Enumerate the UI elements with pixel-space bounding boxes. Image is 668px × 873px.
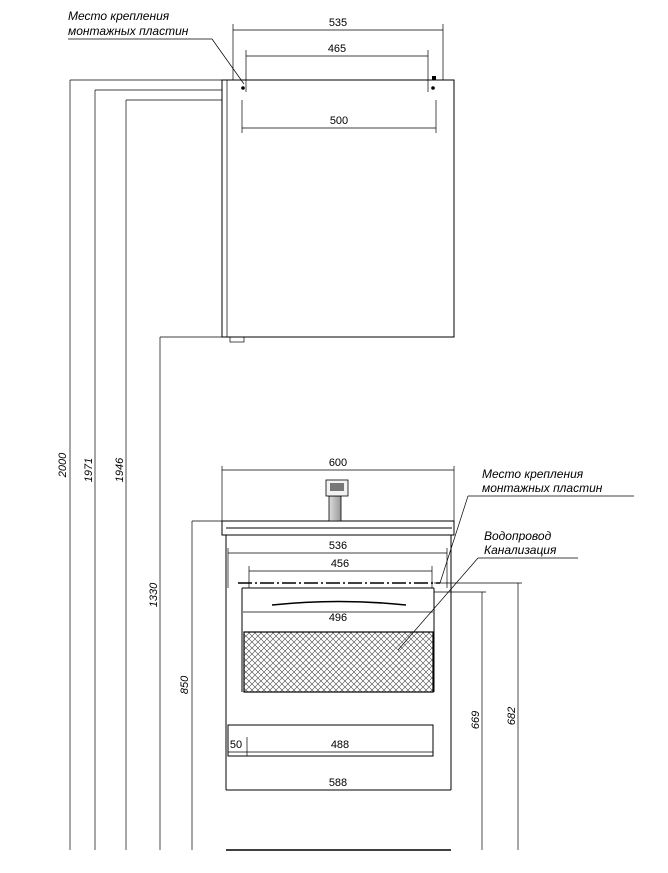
mount-note-bottom-line2: монтажных пластин: [482, 481, 603, 495]
dim-drawer-496: [243, 612, 433, 624]
dim-height-1946-label: 1946: [114, 457, 126, 483]
dim-plinth-488-label: 488: [330, 739, 350, 751]
dim-height-1971: [83, 90, 222, 850]
dim-height-2000-label: 2000: [57, 452, 69, 478]
drawer-panel: [244, 632, 433, 692]
dim-height-682-label: 682: [506, 706, 518, 726]
dim-drawer-496-label: 496: [328, 612, 348, 624]
dim-base-588-label: 588: [328, 777, 348, 789]
vanity-cabinet: [226, 535, 451, 850]
dim-mirror-500-label: 500: [329, 115, 349, 127]
dim-mirror-535-label: 535: [328, 17, 348, 29]
dim-height-669: [434, 592, 486, 850]
dim-mirror-500: [242, 100, 436, 133]
dim-height-1971-label: 1971: [83, 457, 95, 483]
basin: [222, 521, 454, 535]
dim-height-669-label: 669: [470, 710, 482, 730]
dim-cabinet-536-label: 536: [328, 540, 348, 552]
water-note-line1: Водопровод: [484, 529, 552, 543]
dim-height-1330-label: 1330: [148, 582, 160, 608]
mount-note-top: [68, 9, 244, 84]
dim-base-588: [226, 777, 451, 790]
dim-plinth-50-label: 50: [229, 739, 243, 751]
dim-height-850: [179, 521, 222, 850]
dim-height-1330: [148, 337, 222, 850]
water-note-line2: Канализация: [484, 543, 557, 557]
dim-cabinet-456: [238, 558, 440, 588]
dim-height-2000: [57, 80, 222, 850]
mount-note-top-line2: монтажных пластин: [68, 24, 189, 38]
dim-plinth: [228, 737, 433, 756]
dim-sink-600-label: 600: [328, 457, 348, 469]
mixer-tap-icon: [326, 480, 348, 521]
mount-note-top-line1: Место крепления: [68, 9, 170, 23]
mount-note-bottom: [440, 467, 634, 583]
dim-height-1946: [114, 100, 222, 850]
dim-mirror-465: [246, 43, 428, 92]
mount-note-bottom-line1: Место крепления: [482, 467, 584, 481]
dim-mirror-465-label: 465: [327, 43, 347, 55]
dim-height-850-label: 850: [179, 675, 191, 695]
dim-cabinet-456-label: 456: [330, 558, 350, 570]
